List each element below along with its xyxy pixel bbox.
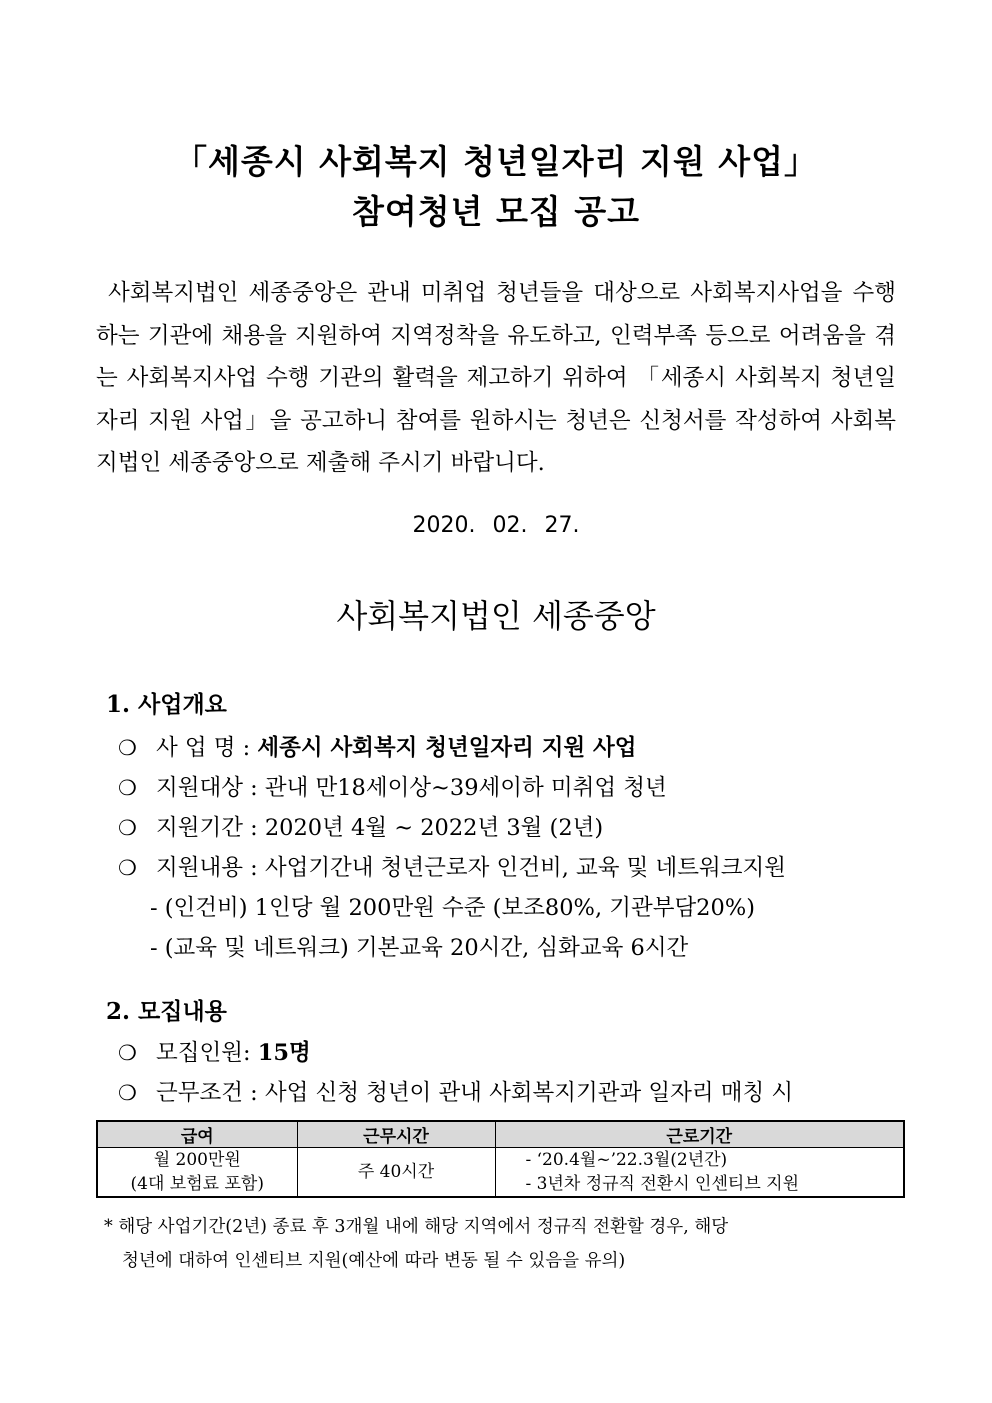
bullet-value: 사업 신청 청년이 관내 사회복지기관과 일자리 매칭 시 xyxy=(264,1080,794,1106)
bullet-value: 관내 만18세이상~39세이하 미취업 청년 xyxy=(264,775,667,801)
period-line-2: - 3년차 정규직 전환시 인센티브 지원 xyxy=(525,1174,799,1194)
period-line-1: - ‘20.4월~’22.3월(2년간) xyxy=(525,1150,728,1170)
bullet-label: 사 업 명 : xyxy=(156,735,251,761)
footnote-line-2: 청년에 대하여 인센티브 지원(예산에 따라 변동 될 수 있음을 유의) xyxy=(122,1251,626,1271)
header-salary: 급여 xyxy=(97,1121,297,1148)
salary-line-1: 월 200만원 xyxy=(153,1150,241,1170)
bullet-label: 지원대상 : xyxy=(156,775,258,801)
subitem-education: - (교육 및 네트워크) 기본교육 20시간, 심화교육 6시간 xyxy=(150,935,689,961)
salary-line-2: (4대 보험료 포함) xyxy=(130,1174,264,1194)
cell-hours: 주 40시간 xyxy=(297,1148,495,1198)
footnote-line-1: * 해당 사업기간(2년) 종료 후 3개월 내에 해당 지역에서 정규직 전환할 경우, 해당 xyxy=(104,1217,729,1237)
circle-bullet-icon: ❍ xyxy=(118,1041,137,1065)
table-header-row xyxy=(97,1121,904,1148)
bullet-value: 사업기간내 청년근로자 인건비, 교육 및 네트워크지원 xyxy=(264,855,786,881)
cell-salary xyxy=(97,1148,297,1198)
bullet-label: 지원기간 : xyxy=(156,815,258,841)
bullet-project-name xyxy=(118,730,637,762)
intro-paragraph: 사회복지법인 세종중앙은 관내 미취업 청년들을 대상으로 사회복지사업을 수행하는 기관에 채용을 지원하여 지역정착을 유도하고, 인력부족 등으로 어려움을 겪는 사회복지사업 수행 기관의 활력을 제고하기 위하여 「세종시 사회복지 청년일자리 지원 사업」을 공고하니 참여를 원하시는 청년은 신청서를 작성하여 사회복지법인 세종중앙으로 제출해 주시기 바랍니다. xyxy=(96,280,896,476)
circle-bullet-icon: ❍ xyxy=(118,776,137,800)
work-conditions-table xyxy=(96,1120,905,1198)
circle-bullet-icon: ❍ xyxy=(118,736,137,760)
header-period: 근로기간 xyxy=(495,1121,904,1148)
bullet-label: 모집인원: xyxy=(156,1040,251,1066)
bullet-recruit-count xyxy=(118,1035,311,1067)
bullet-period xyxy=(118,810,603,842)
section-2-heading: 2. 모집내용 xyxy=(106,998,227,1025)
title-line-2: 참여청년 모집 공고 xyxy=(351,192,640,231)
section-1-heading: 1. 사업개요 xyxy=(106,691,227,718)
bullet-label: 근무조건 : xyxy=(156,1080,258,1106)
subitem-labor-cost: - (인건비) 1인당 월 200만원 수준 (보조80%, 기관부담20%) xyxy=(150,895,755,921)
organization-name: 사회복지법인 세종중앙 xyxy=(336,597,656,635)
footnote xyxy=(104,1210,728,1278)
bullet-target xyxy=(118,770,667,802)
circle-bullet-icon: ❍ xyxy=(118,856,137,880)
title-line-1: 「세종시 사회복지 청년일자리 지원 사업」 xyxy=(173,142,818,181)
announcement-date: 2020. 02. 27. xyxy=(412,513,580,538)
bullet-value: 15명 xyxy=(257,1040,311,1066)
bullet-label: 지원내용 : xyxy=(156,855,258,881)
bullet-work-conditions xyxy=(118,1075,793,1107)
bullet-value: 세종시 사회복지 청년일자리 지원 사업 xyxy=(257,735,637,761)
bullet-value: 2020년 4월 ~ 2022년 3월 (2년) xyxy=(264,815,604,841)
header-hours: 근무시간 xyxy=(297,1121,495,1148)
circle-bullet-icon: ❍ xyxy=(118,816,137,840)
bullet-content xyxy=(118,850,786,882)
table-row xyxy=(97,1148,904,1198)
circle-bullet-icon: ❍ xyxy=(118,1081,137,1105)
cell-period xyxy=(495,1148,904,1198)
